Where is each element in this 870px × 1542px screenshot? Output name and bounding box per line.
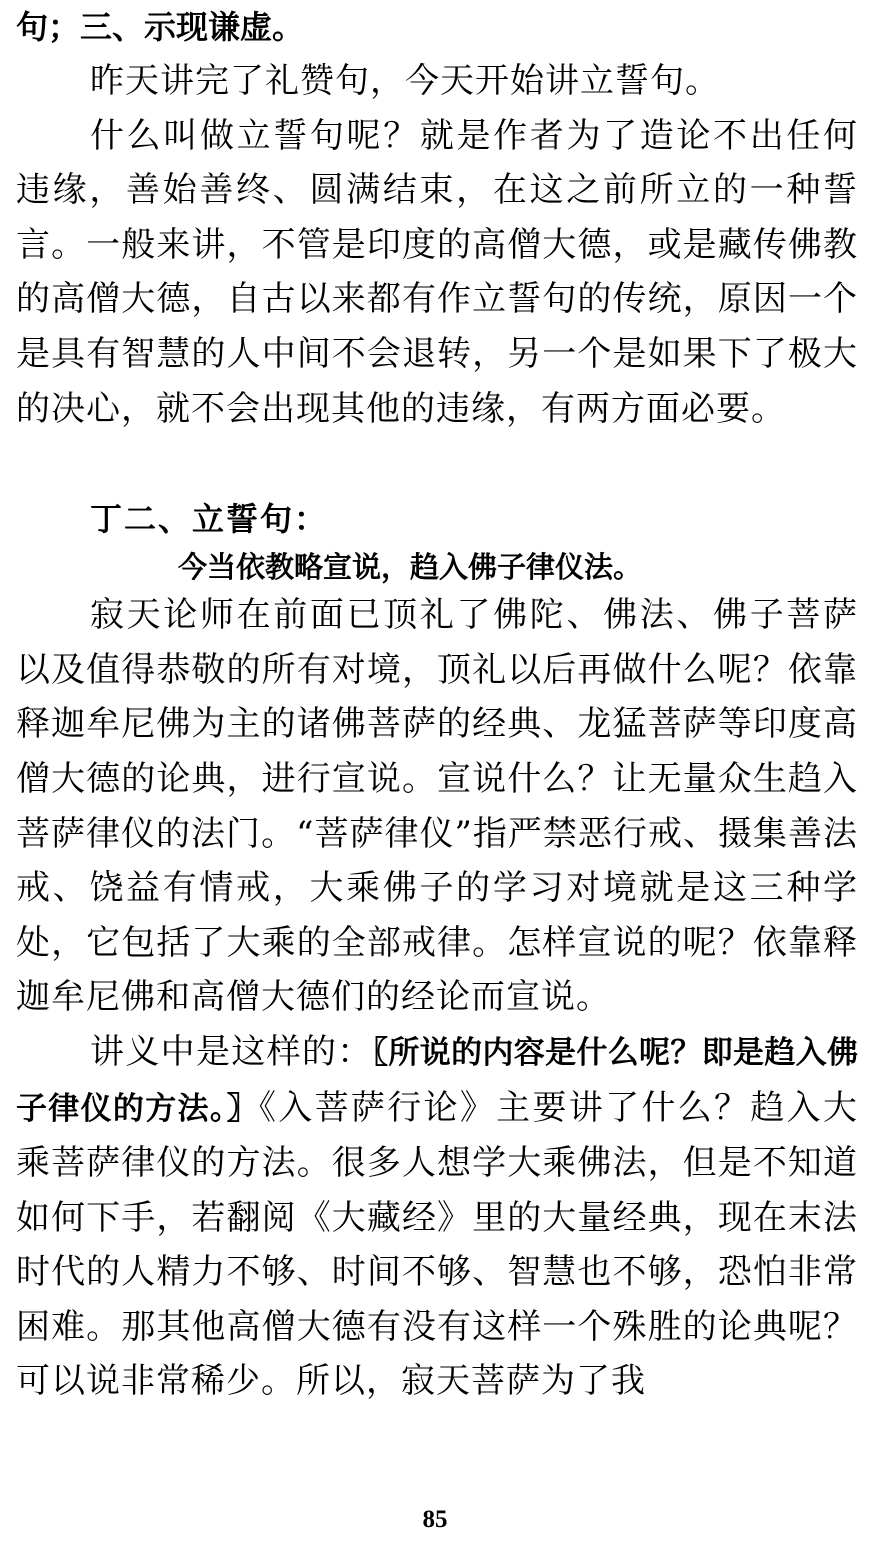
- paragraph-vow-definition: 什么叫做立誓句呢？就是作者为了造论不出任何违缘，善始善终、圆满结束，在这之前所立的一种誓言。一般来讲，不管是印度的高僧大德，或是藏传佛教的高僧大德，自古以来都有作立誓句的传统，原因一个是具有智慧的人中间不会退转，另一个是如果下了极大的决心，就不会出现其他的违缘，有两方面必要。: [16, 115, 858, 429]
- paragraph-commentary: 寂天论师在前面已顶礼了佛陀、佛法、佛子菩萨以及值得恭敬的所有对境，顶礼以后再做什么呢？依靠释迦牟尼佛为主的诸佛菩萨的经典、龙猛菩萨等印度高僧大德的论典，进行宣说。宣说什么？让无量众生趋入菩萨律仪的法门。“菩萨律仪”指严禁恶行戒、摄集善法戒、饶益有情戒，大乘佛子的学习对境就是这三种学处，它包括了大乘的全部戒律。怎样宣说的呢？依靠释迦牟尼佛和高僧大德们的经论而宣说。: [16, 595, 858, 1018]
- continued-outline-line: 句；三、示现谦虚。: [16, 8, 305, 46]
- lecture-notes-quote: 〖所说的内容是什么呢？即是趋入佛子律仪的方法。〗: [16, 1034, 858, 1127]
- section-title: 丁二、立誓句：: [90, 500, 329, 539]
- lecture-notes-continuation: 《入菩萨行论》主要讲了什么？趋入大乘菩萨律仪的方法。很多人想学大乘佛法，但是不知道如何下手，若翻阅《大藏经》里的大量经典，现在末法时代的人精力不够、时间不够、智慧也不够，恐怕非常困难。那其他高僧大德有没有这样一个殊胜的论典呢？可以说非常稀少。所以，寂天菩萨为了我: [16, 1087, 858, 1402]
- root-verse: 今当依教略宣说，趋入佛子律仪法。: [178, 550, 643, 585]
- paragraph-lecture-notes: [16, 1025, 858, 1409]
- page-number: 85: [422, 1506, 448, 1533]
- paragraph-yesterday: 昨天讲完了礼赞句，今天开始讲立誓句。: [90, 61, 720, 101]
- book-page: [16, 0, 858, 1409]
- lecture-notes-intro: 讲义中是这样的：: [90, 1031, 373, 1072]
